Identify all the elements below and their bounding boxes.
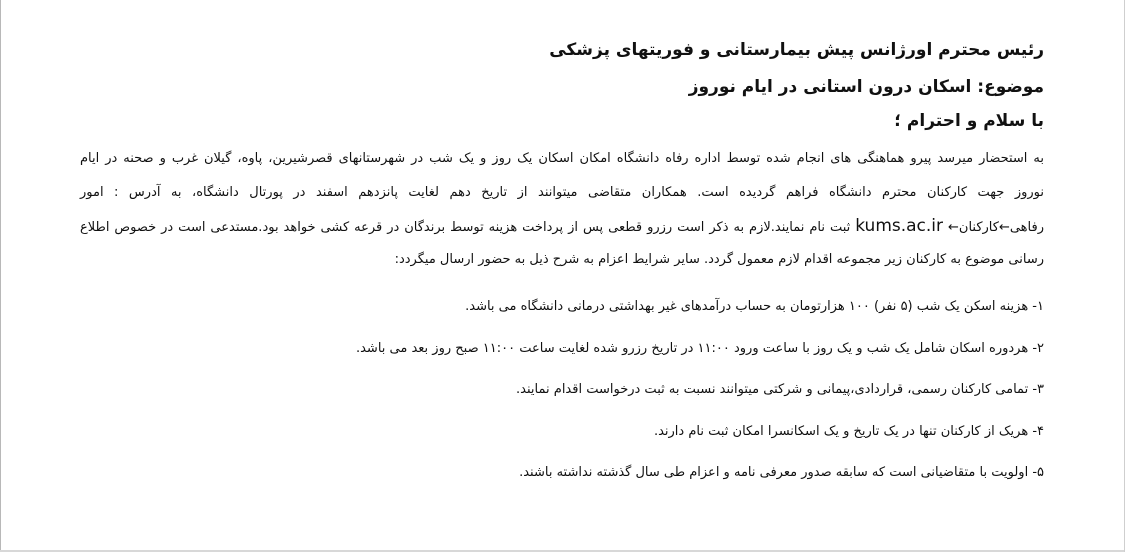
paragraph-line-4: رسانی موضوع به کارکنان زیر مجموعه اقدام لازم معمول گردد. سایر شرایط اعزام به شرح ذیل به حضور ارسال میگردد: [394,252,1044,267]
paragraph-line-3 [80,216,1044,236]
paragraph-line-2: نوروز جهت کارکنان محترم دانشگاه فراهم گردیده است. همکاران متقاضی میتوانند از تاریخ دهم لغایت پانزدهم اسفند در پورتال دانشگاه، به آدرس : امور [80,185,1044,200]
portal-path-text: رفاهی←کارکنان← [948,220,1044,235]
condition-item-1: ۱- هزینه اسکن یک شب (۵ نفر) ۱۰۰ هزارتومان به حساب درآمدهای غیر بهداشتی درمانی دانشگاه می باشد. [465,299,1044,314]
condition-item-2: ۲- هردوره اسکان شامل یک شب و یک روز با ساعت ورود ۱۱:۰۰ در تاریخ رزرو شده لغایت ساعت ۱۱:۰۰ صبح روز بعد می باشد. [355,341,1044,356]
paragraph-line-1: به استحضار میرسد پیرو هماهنگی های انجام شده توسط اداره رفاه دانشگاه امکان اسکان یک روز و یک شب در شهرستانهای قصرشیرین، پاوه، گیلان غرب و صحنه در ایام [80,151,1044,166]
recipient-line: رئیس محترم اورژانس پیش بیمارستانی و فوریتهای پزشکی [549,40,1044,60]
condition-item-5: ۵- اولویت با متقاضیانی است که سابقه صدور معرفی نامه و اعزام طی سال گذشته نداشته باشند. [519,465,1044,480]
website-link[interactable]: kums.ac.ir [855,216,944,236]
vertical-scrollbar[interactable] [1124,0,1139,552]
condition-item-4: ۴- هریک از کارکنان تنها در یک تاریخ و یک اسکانسرا امکان ثبت نام دارند. [653,424,1044,439]
greeting-line: با سلام و احترام ؛ [894,111,1044,131]
subject-line: موضوع: اسکان درون استانی در ایام نوروز [688,77,1044,97]
condition-item-3: ۳- تمامی کارکنان رسمی، قراردادی،پیمانی و شرکتی میتوانند نسبت به ثبت درخواست اقدام نمایند. [516,382,1044,397]
paragraph-line-3-rest: ثبت نام نمایند.لازم به ذکر است رزرو قطعی پس از پرداخت هزینه توسط برندگان در قرعه کشی خواهد بود.مستدعی است در خصوص اطلاع [80,220,851,235]
